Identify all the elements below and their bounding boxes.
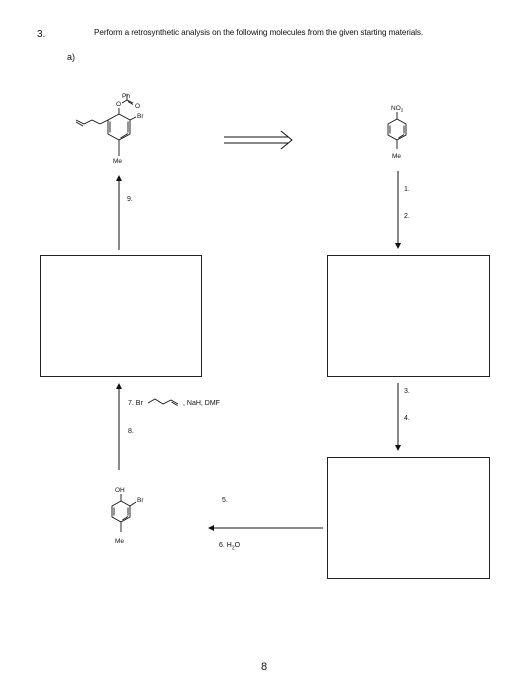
question-number: 3.	[37, 29, 46, 40]
step-1: 1.	[404, 186, 410, 193]
oh-label: OH	[115, 487, 125, 494]
question-prompt: Perform a retrosynthetic analysis on the following molecules from the given starting materials.	[94, 28, 424, 37]
step-8: 8.	[128, 428, 134, 435]
nitrotoluene-structure	[388, 112, 406, 149]
target-labels	[113, 93, 144, 165]
step-3: 3.	[404, 388, 410, 395]
allyl-bromide-structure	[148, 399, 178, 406]
bromocresol-br-label: Br	[137, 497, 144, 504]
step-5: 5.	[222, 497, 228, 504]
step-2: 2.	[404, 213, 410, 220]
page-number: 8	[261, 661, 268, 673]
step-7-suffix: , NaH, DMF	[183, 400, 220, 407]
nitrotoluene-me-label: Me	[392, 153, 402, 160]
nitro-label: $NO_2$	[391, 105, 404, 113]
carbonyl-oxygen-label: O	[135, 103, 141, 110]
target-me-label: Me	[113, 158, 123, 165]
step-9: 9.	[127, 196, 133, 203]
retrosynthesis-arrow	[224, 131, 292, 149]
part-label: a)	[67, 52, 76, 62]
step-4: 4.	[404, 415, 410, 422]
target-molecule	[76, 94, 136, 156]
step-6: 6. $H_2O$	[219, 542, 241, 552]
bromocresol-structure	[112, 494, 136, 532]
step-7-prefix: 7. Br	[128, 400, 143, 407]
ring-oxygen-label: O	[116, 101, 122, 108]
target-br-label: Br	[137, 113, 144, 120]
bromocresol-me-label: Me	[115, 538, 125, 545]
ph-label: Ph	[122, 93, 130, 100]
